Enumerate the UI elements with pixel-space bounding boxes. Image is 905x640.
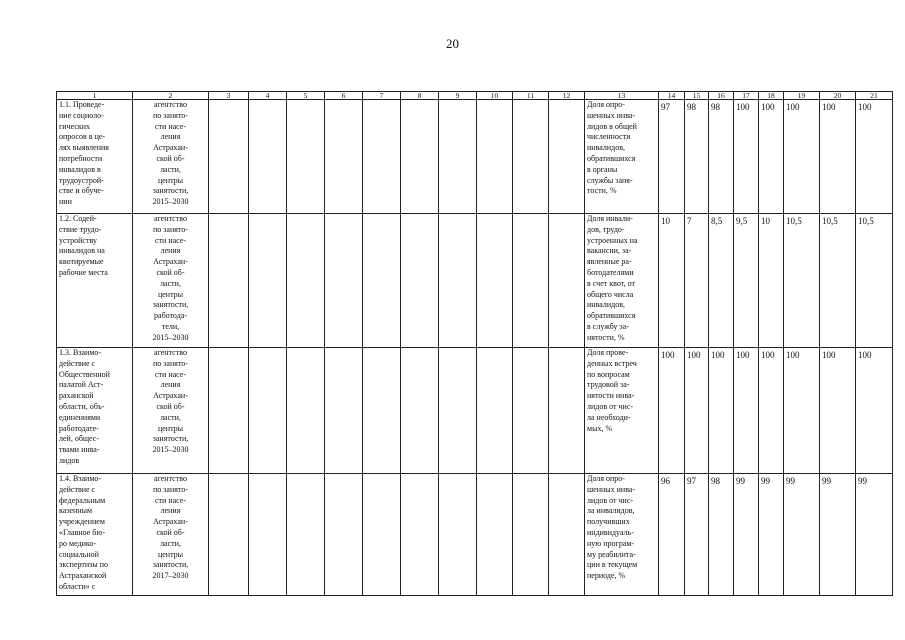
empty-cell xyxy=(401,100,439,214)
empty-cell xyxy=(549,348,585,474)
target-value-cell: 97 xyxy=(685,474,709,596)
column-header-17: 17 xyxy=(734,92,759,100)
table-row xyxy=(57,214,893,348)
column-header-4: 4 xyxy=(249,92,287,100)
target-value-cell: 97 xyxy=(659,100,685,214)
target-value-cell: 10,5 xyxy=(856,214,893,348)
empty-cell xyxy=(209,348,249,474)
activity-cell: 1.1. Проведе- ние социоло- гических опросов в це- лях выявления потребности инвалидов в трудоустрой- стве и обуче- нии xyxy=(57,100,133,214)
executor-cell: агентство по занято- сти насе- ления Астрахан- ской об- ласти, центры занятости, 2017–2030 xyxy=(133,474,209,596)
empty-cell xyxy=(325,474,363,596)
target-value-cell: 100 xyxy=(820,348,856,474)
column-header-16: 16 xyxy=(709,92,734,100)
target-value-cell: 10,5 xyxy=(784,214,820,348)
target-value-cell: 9,5 xyxy=(734,214,759,348)
column-header-15: 15 xyxy=(685,92,709,100)
executor-cell: агентство по занято- сти насе- ления Астрахан- ской об- ласти, центры занятости, работода- тели, 2015–2030 xyxy=(133,214,209,348)
column-header-6: 6 xyxy=(325,92,363,100)
column-header-11: 11 xyxy=(513,92,549,100)
target-value-cell: 10 xyxy=(759,214,784,348)
empty-cell xyxy=(249,214,287,348)
empty-cell xyxy=(249,100,287,214)
empty-cell xyxy=(477,348,513,474)
empty-cell xyxy=(325,214,363,348)
empty-cell xyxy=(363,214,401,348)
target-value-cell: 100 xyxy=(820,100,856,214)
target-value-cell: 99 xyxy=(759,474,784,596)
column-header-2: 2 xyxy=(133,92,209,100)
page-number: 20 xyxy=(446,36,459,51)
target-value-cell: 10,5 xyxy=(820,214,856,348)
empty-cell xyxy=(513,214,549,348)
column-header-10: 10 xyxy=(477,92,513,100)
column-header-7: 7 xyxy=(363,92,401,100)
table-row xyxy=(57,474,893,596)
target-value-cell: 100 xyxy=(685,348,709,474)
target-value-cell: 98 xyxy=(709,100,734,214)
column-header-3: 3 xyxy=(209,92,249,100)
target-value-cell: 10 xyxy=(659,214,685,348)
empty-cell xyxy=(401,474,439,596)
empty-cell xyxy=(477,474,513,596)
empty-cell xyxy=(439,100,477,214)
empty-cell xyxy=(209,214,249,348)
executor-cell: агентство по занято- сти насе- ления Астрахан- ской об- ласти, центры занятости, 2015–2030 xyxy=(133,100,209,214)
target-value-cell: 96 xyxy=(659,474,685,596)
column-header-18: 18 xyxy=(759,92,784,100)
empty-cell xyxy=(477,214,513,348)
target-value-cell: 99 xyxy=(734,474,759,596)
empty-cell xyxy=(363,474,401,596)
empty-cell xyxy=(401,348,439,474)
column-header-21: 21 xyxy=(856,92,893,100)
empty-cell xyxy=(325,100,363,214)
empty-cell xyxy=(287,100,325,214)
target-value-cell: 100 xyxy=(784,100,820,214)
column-header-19: 19 xyxy=(784,92,820,100)
empty-cell xyxy=(439,474,477,596)
empty-cell xyxy=(363,348,401,474)
empty-cell xyxy=(249,474,287,596)
indicator-cell: Доля опро- шенных инва- лидов в общей численности инвалидов, обратившихся в органы службы заня- тости, % xyxy=(585,100,659,214)
target-value-cell: 100 xyxy=(856,100,893,214)
empty-cell xyxy=(513,100,549,214)
empty-cell xyxy=(513,474,549,596)
target-value-cell: 100 xyxy=(784,348,820,474)
column-header-13: 13 xyxy=(585,92,659,100)
column-header-14: 14 xyxy=(659,92,685,100)
target-value-cell: 100 xyxy=(856,348,893,474)
column-header-20: 20 xyxy=(820,92,856,100)
column-header-8: 8 xyxy=(401,92,439,100)
empty-cell xyxy=(325,348,363,474)
empty-cell xyxy=(287,348,325,474)
target-value-cell: 99 xyxy=(820,474,856,596)
target-value-cell: 98 xyxy=(709,474,734,596)
indicator-cell: Доля прове- денных встреч по вопросам трудовой за- нятости инва- лидов от чис- ла необходи- мых, % xyxy=(585,348,659,474)
empty-cell xyxy=(401,214,439,348)
target-value-cell: 100 xyxy=(659,348,685,474)
table-row xyxy=(57,348,893,474)
empty-cell xyxy=(249,348,287,474)
empty-cell xyxy=(287,214,325,348)
target-value-cell: 99 xyxy=(856,474,893,596)
column-header-9: 9 xyxy=(439,92,477,100)
column-header-12: 12 xyxy=(549,92,585,100)
target-value-cell: 100 xyxy=(759,348,784,474)
activity-cell: 1.3. Взаимо- действие с Общественной палатой Аст- раханской области, объ- единениями работодате- лей, общес- твами инва- лидов xyxy=(57,348,133,474)
empty-cell xyxy=(549,474,585,596)
table-row xyxy=(57,100,893,214)
target-value-cell: 98 xyxy=(685,100,709,214)
empty-cell xyxy=(209,474,249,596)
empty-cell xyxy=(439,214,477,348)
target-value-cell: 100 xyxy=(759,100,784,214)
empty-cell xyxy=(363,100,401,214)
empty-cell xyxy=(549,100,585,214)
indicator-cell: Доля опро- шенных инва- лидов от чис- ла инвалидов, получивших индивидуаль- ную програм- му реабилита- ции в текущем периоде, % xyxy=(585,474,659,596)
empty-cell xyxy=(439,348,477,474)
column-header-5: 5 xyxy=(287,92,325,100)
empty-cell xyxy=(513,348,549,474)
target-value-cell: 100 xyxy=(734,100,759,214)
empty-cell xyxy=(477,100,513,214)
column-number-row xyxy=(57,92,893,100)
target-value-cell: 99 xyxy=(784,474,820,596)
target-value-cell: 100 xyxy=(709,348,734,474)
empty-cell xyxy=(209,100,249,214)
program-table xyxy=(56,91,893,596)
indicator-cell: Доля инвали- дов, трудо- устроенных на вакансии, за- явленные ра- ботодателями в счет квот, от общего числа инвалидов, обратившихся в службу за- нятости, % xyxy=(585,214,659,348)
target-value-cell: 100 xyxy=(734,348,759,474)
activity-cell: 1.2. Содей- ствие трудо- устройству инвалидов на квотируемые рабочие места xyxy=(57,214,133,348)
empty-cell xyxy=(287,474,325,596)
activity-cell: 1.4. Взаимо- действие с федеральным казенным учреждением «Главное бю- ро медико- социальной экспертизы по Астраханской области» с xyxy=(57,474,133,596)
executor-cell: агентство по занято- сти насе- ления Астрахан- ской об- ласти, центры занятости, 2015–2030 xyxy=(133,348,209,474)
empty-cell xyxy=(549,214,585,348)
target-value-cell: 7 xyxy=(685,214,709,348)
target-value-cell: 8,5 xyxy=(709,214,734,348)
column-header-1: 1 xyxy=(57,92,133,100)
